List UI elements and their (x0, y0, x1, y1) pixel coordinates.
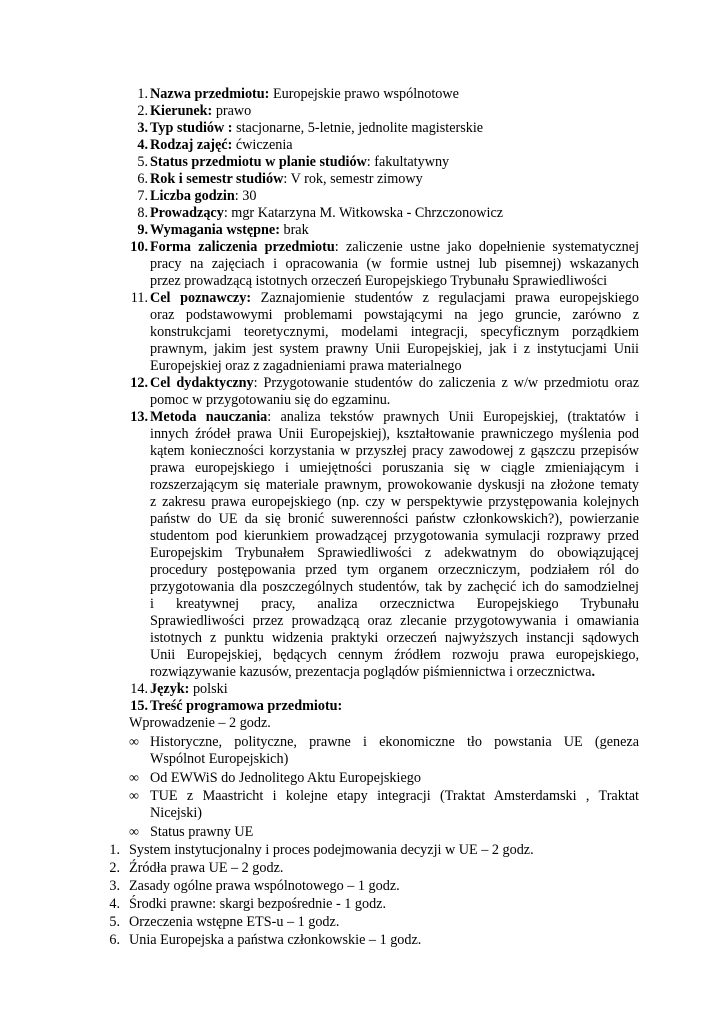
item-label: Nazwa przedmiotu: (150, 86, 270, 102)
list-number: 2. (137, 103, 148, 119)
paragraph-line (150, 579, 639, 596)
list-item (150, 205, 503, 222)
paragraph-line (150, 647, 639, 664)
item-label: Forma zaliczenia przedmiotu (150, 239, 335, 255)
item-value: ćwiczenia (232, 137, 293, 153)
item-label: Typ studiów : (150, 120, 233, 136)
bullet-text: Od EWWiS do Jednolitego Aktu Europejskiego (150, 769, 421, 786)
item-value: Europejskie prawo wspólnotowe (269, 86, 459, 102)
topic-item: Zasady ogólne prawa wspólnotowego – 1 godz. (129, 878, 400, 894)
line-text: przez prowadzącą istotnych orzeczeń Europejskiego Trybunału Sprawiedliwości (150, 273, 608, 289)
line-text: i kreatywnej pracy, analiza orzecznictwa Europejskiego Trybunału (150, 596, 639, 612)
item-label: Prowadzący (150, 205, 224, 221)
line-text: istotnych z punktu widzenia praktyki orzeczeń najwyższych instancji sądowych (150, 630, 639, 646)
item-label: Cel dydaktyczny (150, 375, 254, 391)
line-text: innych źródeł prawa Unii Europejskiej), kształtowanie prawniczego myślenia pod (150, 426, 639, 442)
line-text: pracy na zajęciach i opracowania (w formie ustnej lub pisemnej) wskazanych (150, 256, 639, 272)
item-value: : 30 (234, 188, 257, 204)
list-number: 1. (137, 86, 148, 102)
paragraph-line (150, 290, 639, 307)
list-item (150, 681, 228, 698)
paragraph-line (150, 273, 607, 290)
line-text: Europejskim Trybunałem Sprawiedliwości z adekwatnym do obowiązującej (150, 545, 639, 561)
list-number: 9. (137, 222, 148, 238)
topic-item: Orzeczenia wstępne ETS-u – 1 godz. (129, 914, 340, 930)
line-text: Europejskiej oraz z zagadnieniami prawa materialnego (150, 358, 462, 374)
list-number: 13. (130, 409, 148, 425)
list-number: 15. (130, 698, 148, 714)
infinity-bullet-icon: ∞ (129, 770, 139, 786)
list-number: 11. (130, 290, 148, 306)
line-end: . (591, 664, 596, 680)
bullet-text: Nicejski) (150, 805, 203, 821)
list-number: 14. (130, 681, 148, 697)
bullet-text: Status prawny UE (150, 823, 254, 840)
item-label: Kierunek: (150, 103, 213, 119)
paragraph-line (150, 460, 639, 477)
infinity-bullet-icon: ∞ (129, 789, 139, 804)
list-item (150, 137, 293, 154)
infinity-bullet-icon: ∞ (129, 735, 139, 750)
line-text: konstrukcjami teoretycznymi, modelami integracji, specyficznym porządkiem (150, 324, 639, 340)
line-text: : Przygotowanie studentów do zaliczenia z w/w przedmiotu oraz (253, 375, 639, 391)
line-text: Unii Europejskiej, będących cennym źródłem rozwoju prawa europejskiego, (150, 647, 639, 663)
paragraph-line (150, 545, 639, 562)
list-number: 3. (137, 120, 148, 136)
list-item (150, 120, 483, 137)
paragraph-line (150, 477, 639, 494)
line-text: studentom pod kierunkiem prowadzącej przygotowania symulacji rozprawy przed (150, 528, 639, 544)
list-item (150, 188, 256, 205)
line-text: prawnym, jakim jest system prawny Unii Europejskiej, jak i z instytucjami Unii (150, 341, 639, 357)
line-text: oraz podstawowymi problemami powstającymi na jego gruncie, zarówno z (150, 307, 639, 323)
topic-number: 3. (109, 878, 120, 894)
topic-item: System instytucjonalny i proces podejmowania decyzji w UE – 2 godz. (129, 842, 534, 858)
line-text: państw do UE da się bronić suwerenności państw członkowskich?), powierzanie (150, 511, 639, 527)
section-heading (150, 698, 342, 715)
list-number: 4. (137, 137, 148, 153)
item-label: Język: (150, 681, 190, 697)
paragraph-line (150, 562, 639, 579)
topic-number: 1. (109, 842, 120, 858)
list-number: 10. (130, 239, 148, 255)
intro-line: Wprowadzenie – 2 godz. (129, 715, 271, 731)
item-value: : mgr Katarzyna M. Witkowska - Chrzczonowicz (223, 205, 504, 221)
line-text: rozszerzającym się materiale prawnym, prowokowanie dyskusji na złożone tematy (150, 477, 639, 493)
line-text: prawa europejskiego i umiejętności poruszania się w ciągle zmieniającym i (150, 460, 639, 476)
line-text: przygotowania dla poszczególnych studentów, tak by zachęcić ich do samodzielnej (150, 579, 639, 595)
item-value: polski (189, 681, 228, 697)
paragraph-line (150, 409, 639, 426)
paragraph-line (150, 630, 639, 647)
paragraph-line (150, 256, 639, 273)
paragraph-line (150, 511, 639, 528)
paragraph-line (150, 392, 390, 409)
item-value: : fakultatywny (366, 154, 450, 170)
paragraph-line (150, 375, 639, 392)
line-text: : zaliczenie ustne jako dopełnienie systematycznej (334, 239, 640, 255)
list-number: 12. (130, 375, 148, 391)
item-label: Rodzaj zajęć: (150, 137, 233, 153)
item-value: stacjonarne, 5-letnie, jednolite magisterskie (232, 120, 484, 136)
paragraph-line (150, 341, 639, 358)
bullet-text: Wspólnot Europejskich) (150, 751, 289, 767)
topic-number: 5. (109, 914, 120, 930)
item-label: Wymagania wstępne: (150, 222, 280, 238)
topic-item: Źródła prawa UE – 2 godz. (129, 860, 284, 876)
item-label: Treść programowa przedmiotu: (150, 698, 343, 714)
topic-number: 6. (109, 932, 120, 948)
topic-number: 4. (109, 896, 120, 912)
list-item (150, 171, 423, 188)
paragraph-line (150, 443, 639, 460)
line-text: pomoc w przygotowaniu się do egzaminu. (150, 392, 391, 408)
paragraph-line (150, 358, 462, 375)
list-item (150, 154, 449, 171)
paragraph-line (150, 324, 639, 341)
list-number: 8. (137, 205, 148, 221)
paragraph-line (150, 239, 639, 256)
item-value: prawo (212, 103, 252, 119)
line-text: rozwiązywanie kazusów, prezentacja poglądów piśmiennictwa i orzecznictwa (150, 664, 592, 680)
topic-number: 2. (109, 860, 120, 876)
list-number: 5. (137, 154, 148, 170)
list-item (150, 103, 251, 120)
paragraph-line (150, 307, 639, 324)
item-value: : V rok, semestr zimowy (283, 171, 423, 187)
paragraph-line (150, 613, 639, 630)
list-item (150, 86, 459, 103)
topic-item: Środki prawne: skargi bezpośrednie - 1 godz. (129, 896, 387, 912)
item-label: Metoda nauczania (150, 409, 268, 425)
bullet-text: TUE z Maastricht i kolejne etapy integracji (Traktat Amsterdamski , Traktat (150, 788, 639, 804)
paragraph-line (150, 494, 639, 511)
list-item (150, 222, 309, 239)
line-text: procedury postępowania przed tym organem orzeczniczym, podziałem ról do (150, 562, 639, 578)
line-text: z zakresu prawa europejskiego (np. czy w perspektywie przystępowania kolejnych (150, 494, 639, 510)
paragraph-line (150, 426, 639, 443)
list-number: 7. (137, 188, 148, 204)
item-label: Status przedmiotu w planie studiów (150, 154, 367, 170)
topic-item: Unia Europejska a państwa członkowskie – 1 godz. (129, 932, 422, 948)
line-text: kątem konieczności korzystania w przyszłej pracy zawodowej z gąszczu przepisów (150, 443, 639, 459)
item-label: Liczba godzin (150, 188, 235, 204)
item-label: Rok i semestr studiów (150, 171, 284, 187)
infinity-bullet-icon: ∞ (129, 824, 139, 840)
paragraph-line (150, 596, 639, 613)
line-text: : analiza tekstów prawnych Unii Europejskiej, (traktatów i (267, 409, 639, 425)
item-label: Cel poznawczy: (150, 290, 252, 306)
line-text: Sprawiedliwości przez prowadzącą oraz zlecanie przygotowywania i omawiania (150, 613, 639, 629)
paragraph-line (150, 664, 595, 681)
line-text: Zaznajomienie studentów z regulacjami prawa europejskiego (251, 290, 639, 306)
paragraph-line (150, 528, 639, 545)
list-number: 6. (137, 171, 148, 187)
bullet-text: Historyczne, polityczne, prawne i ekonomiczne tło powstania UE (geneza (150, 734, 639, 750)
item-value: brak (279, 222, 309, 238)
